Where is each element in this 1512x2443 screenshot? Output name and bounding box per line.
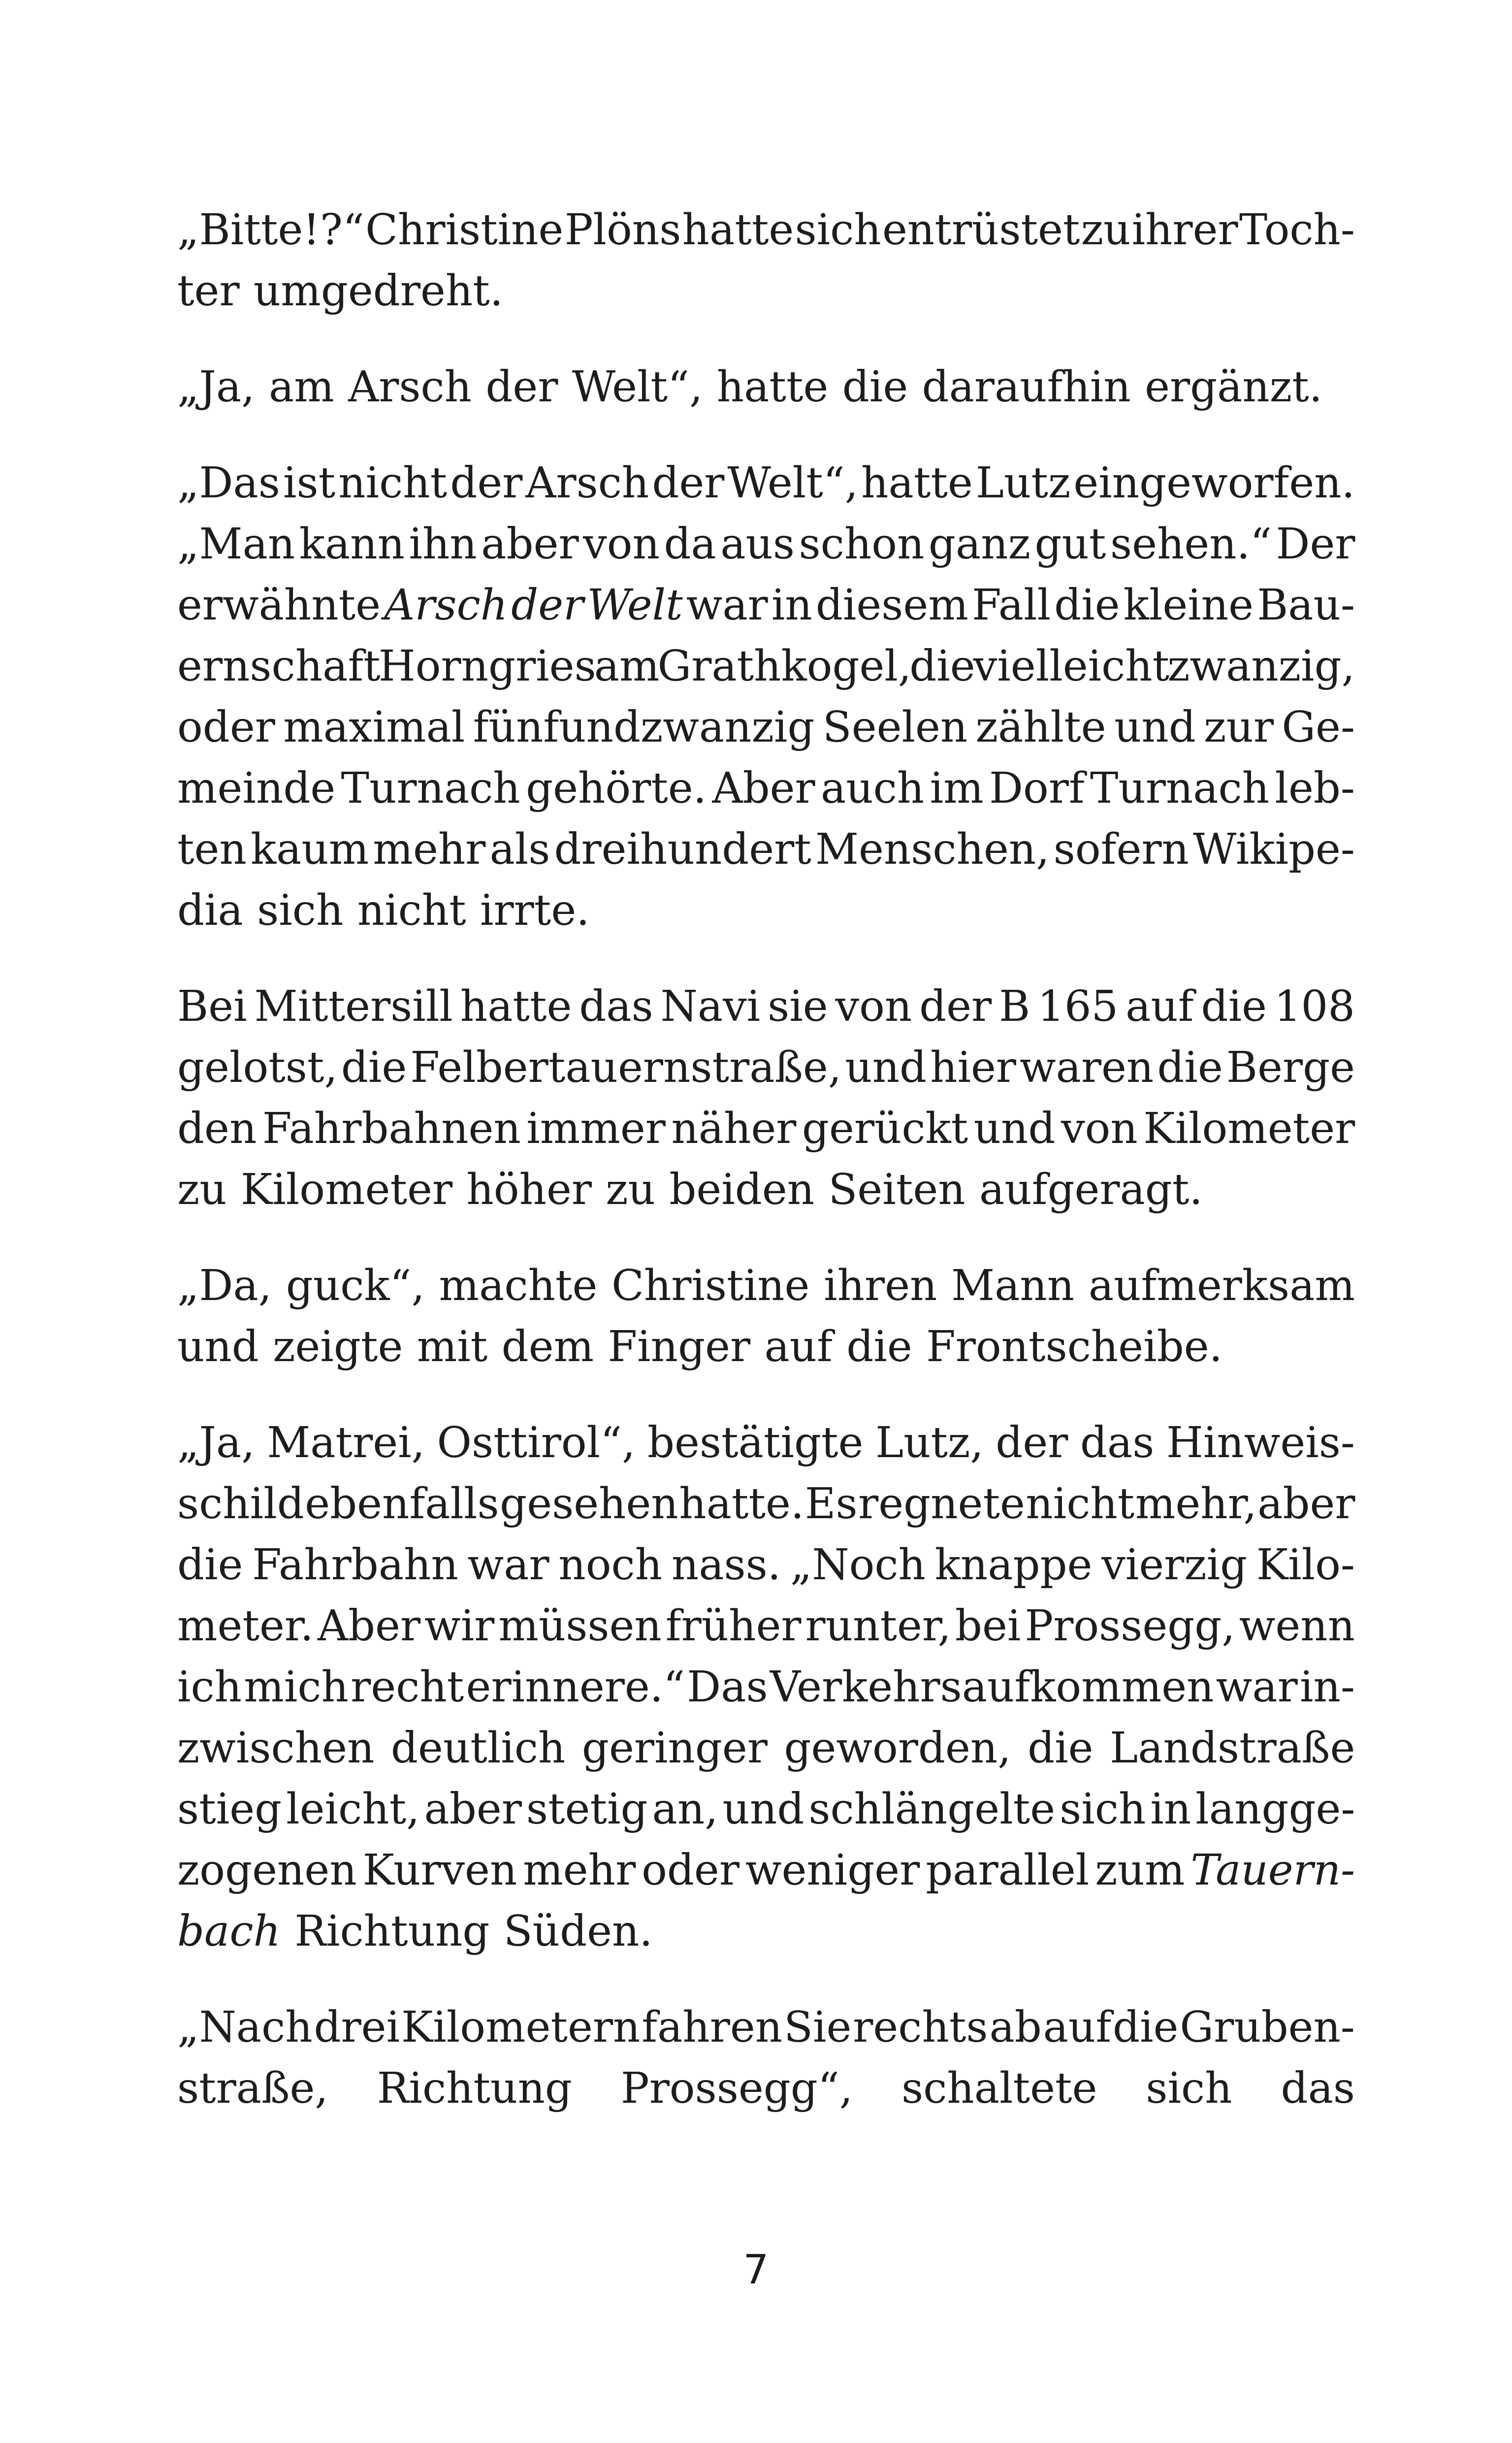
text-segment: meter. Aber wir müssen früher runter, bei Prossegg, wenn (177, 1601, 1355, 1651)
text-line (177, 880, 1355, 941)
italic-text: Arsch der Welt (384, 581, 683, 630)
text-segment: „Das ist nicht der Arsch der Welt“, hatte Lutz eingeworfen. (177, 458, 1355, 508)
text-line (177, 1840, 1355, 1901)
paragraph (177, 1412, 1355, 1962)
text-segment: Richtung Süden. (280, 1907, 653, 1956)
text-segment: ernschaft Horngries am Grathkogel, die vielleicht zwanzig, (177, 642, 1355, 691)
text-segment: „Da, guck“, machte Christine ihren Mann aufmerksam (177, 1261, 1355, 1310)
text-line (177, 1098, 1355, 1159)
text-line (177, 1657, 1355, 1718)
text-segment: zwischen deutlich geringer geworden, die Landstraße (177, 1724, 1355, 1773)
italic-text: bach (177, 1907, 281, 1956)
text-line (177, 1779, 1355, 1840)
text-line (177, 453, 1355, 514)
text-segment: ich mich recht erinnere.“ Das Verkehrsaufkommen war in- (177, 1662, 1355, 1712)
text-segment: dia sich nicht irrte. (177, 886, 590, 935)
text-segment: „Nach drei Kilometern fahren Sie rechts ab auf die Gruben- (177, 2003, 1355, 2052)
text-line (177, 261, 1355, 322)
text-line (177, 575, 1355, 636)
text-line (177, 1596, 1355, 1657)
text-line (177, 1412, 1355, 1473)
text-segment: war in diesem Fall die kleine Bau- (682, 581, 1355, 630)
text-segment: erwähnte (177, 581, 385, 630)
text-segment: „Bitte!?“ Christine Plöns hatte sich entrüstet zu ihrer Toch- (177, 205, 1355, 255)
page-number: 7 (743, 2247, 769, 2293)
text-line (177, 199, 1355, 261)
paragraph (177, 1997, 1355, 2119)
text-line (177, 1534, 1355, 1596)
text-line (177, 1037, 1355, 1098)
paragraph (177, 357, 1355, 418)
text-segment: gelotst, die Felbertauernstraße, und hier waren die Berge (177, 1043, 1355, 1092)
text-line (177, 2058, 1355, 2119)
text-line (177, 1316, 1355, 1377)
body-text (177, 199, 1355, 2119)
text-line (177, 697, 1355, 758)
text-segment: oder maximal fünfundzwanzig Seelen zählte und zur Ge- (177, 703, 1355, 752)
text-line (177, 357, 1355, 418)
text-line (177, 819, 1355, 880)
text-segment: „Ja, Matrei, Osttirol“, bestätigte Lutz, der das Hinweis- (177, 1418, 1355, 1467)
text-line (177, 1473, 1355, 1534)
text-line (177, 514, 1355, 575)
text-segment: „Ja, am Arsch der Welt“, hatte die daraufhin ergänzt. (177, 362, 1323, 412)
text-segment: den Fahrbahnen immer näher gerückt und von Kilometer (177, 1104, 1355, 1153)
text-segment: ten kaum mehr als dreihundert Menschen, sofern Wikipe- (177, 825, 1355, 874)
text-segment: und zeigte mit dem Finger auf die Frontscheibe. (177, 1322, 1222, 1371)
text-line (177, 1901, 1355, 1962)
text-segment: straße, Richtung Prossegg“, schaltete sich das (177, 2064, 1355, 2113)
paragraph (177, 199, 1355, 322)
text-line (177, 758, 1355, 819)
text-segment: zogenen Kurven mehr oder weniger parallel zum (177, 1846, 1191, 1895)
text-segment: Bei Mittersill hatte das Navi sie von der B 165 auf die 108 (177, 982, 1355, 1031)
text-segment: meinde Turnach gehörte. Aber auch im Dorf Turnach leb- (177, 764, 1355, 813)
text-segment: die Fahrbahn war noch nass. „Noch knappe vierzig Kilo- (177, 1540, 1355, 1590)
text-line (177, 976, 1355, 1037)
text-segment: stieg leicht, aber stetig an, und schlängelte sich in langge- (177, 1785, 1355, 1834)
text-line (177, 1718, 1355, 1779)
text-line (177, 1997, 1355, 2058)
text-line (177, 1159, 1355, 1220)
italic-text: Tauern- (1190, 1846, 1355, 1895)
text-segment: „Man kann ihn aber von da aus schon ganz gut sehen.“ Der (177, 520, 1355, 569)
paragraph (177, 976, 1355, 1220)
text-line (177, 1255, 1355, 1316)
text-line (177, 636, 1355, 697)
paragraph (177, 1255, 1355, 1377)
text-segment: schild ebenfalls gesehen hatte. Es regnete nicht mehr, aber (177, 1479, 1355, 1529)
paragraph (177, 453, 1355, 941)
text-segment: ter umgedreht. (177, 266, 504, 316)
text-segment: zu Kilometer höher zu beiden Seiten aufgeragt. (177, 1165, 1203, 1214)
